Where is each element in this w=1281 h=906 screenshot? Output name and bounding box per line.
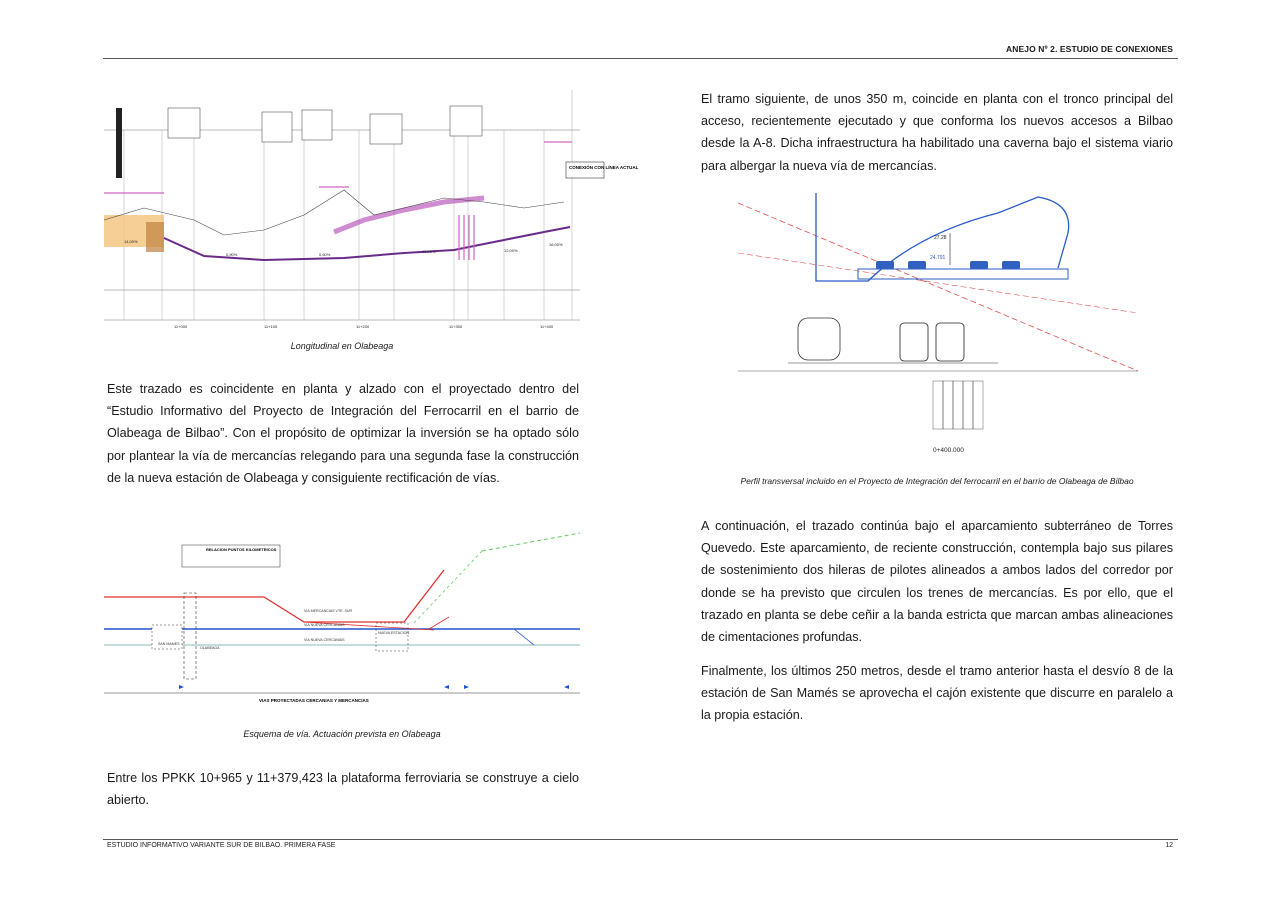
station-label: 11+100 — [264, 324, 278, 329]
dimension-label: 27.28 — [934, 235, 947, 241]
station-label: 11+200 — [356, 324, 370, 329]
figure1-caption: Longitudinal en Olabeaga — [290, 341, 394, 351]
grade-label: 0,90% — [226, 252, 238, 257]
cross-section-figure — [738, 193, 1138, 461]
grade-label: 14,00% — [124, 239, 138, 244]
station-label: 11+300 — [449, 324, 463, 329]
right-paragraph-1 — [701, 88, 1173, 177]
figure2-caption: Esquema de vía. Actuación prevista en Olabeaga — [243, 729, 441, 739]
grade-label: 15,00% — [422, 249, 436, 254]
figure3-caption: Perfil transversal incluido en el Proyecto de Integración del ferrocarril en el barrio de Olabeaga de Bilbao — [740, 476, 1134, 486]
station-label: 11+400 — [540, 324, 554, 329]
track-label-mercancias: VIA MERCANCIAS VTE. SUR — [304, 609, 353, 613]
track-label-san-mames: SAN MAMES — [158, 642, 180, 646]
schematic-title: VIAS PROYECTADAS CERCANIAS Y MERCANCIAS — [259, 698, 369, 703]
track-label-olabeaga: OLABEAGA — [200, 646, 220, 650]
paragraph-text: Este trazado es coincidente en planta y alzado con el proyectado dentro del “Estudio Informativo del Proyecto de Integración del Ferrocarril en el barrio de Olabeaga de Bilbao”. Con el propósito de optimizar la inversión se ha optado sólo por plantear la vía de mercancías relegando para una segunda fase la construcción de la nueva estación de Olabeaga y consiguiente rectificación de vías. — [107, 382, 579, 485]
dimension-label: 24.791 — [930, 255, 946, 261]
left-paragraph-2 — [107, 767, 579, 811]
footer-title: ESTUDIO INFORMATIVO VARIANTE SUR DE BILBAO. PRIMERA FASE — [107, 842, 336, 849]
station-label: 0+400.000 — [933, 447, 964, 454]
track-label-cercanias: VIA NUEVA CERCANIAS — [304, 623, 345, 627]
paragraph-text: Finalmente, los últimos 250 metros, desde el tramo anterior hasta el desvío 8 de la estación de San Mamés se aprovecha el cajón existente que discurre en paralelo a la propia estación. — [701, 664, 1173, 723]
header-rule — [103, 58, 1178, 59]
right-paragraph-3 — [701, 660, 1173, 727]
grade-label: 12,00% — [504, 248, 518, 253]
connection-label: CONEXIÓN CON LÍNEA ACTUAL — [569, 165, 639, 170]
page-header: ANEJO Nº 2. ESTUDIO DE CONEXIONES — [1006, 44, 1173, 54]
longitudinal-profile-figure — [104, 90, 639, 335]
grade-label: 0,60% — [319, 252, 331, 257]
right-paragraph-2 — [701, 515, 1173, 648]
paragraph-text: El tramo siguiente, de unos 350 m, coincide en planta con el tronco principal del acceso, recientemente ejecutado y que conforma los nuevos accesos a Bilbao desde la A-8. Dicha infraestructura ha habilitado una caverna bajo el sistema viario para albergar la nueva vía de mercancías. — [701, 92, 1173, 173]
paragraph-text: A continuación, el trazado continúa bajo el aparcamiento subterráneo de Torres Quevedo. Este aparcamiento, de reciente construcción, contempla bajo sus pilares de sostenimiento dos hileras de pilotes alineados a ambos lados del corredor por donde se ha previsto que circulen los trenes de mercancías. Es por ello, que el trazado en planta se debe ceñir a la banda estricta que marcan ambas alineaciones de cimentaciones profundas. — [701, 519, 1173, 645]
schematic-box-title: RELACION PUNTOS KILOMETRICOS — [206, 547, 277, 552]
page-number: 12 — [1165, 842, 1173, 849]
grade-label: 16,00% — [549, 242, 563, 247]
station-label: 11+000 — [174, 324, 188, 329]
track-label-estacion: NUEVA ESTACION — [378, 631, 410, 635]
footer-rule — [103, 839, 1178, 840]
track-label-cercanias: VIA NUEVA CERCANIAS — [304, 638, 345, 642]
paragraph-text: Entre los PPKK 10+965 y 11+379,423 la plataforma ferroviaria se construye a cielo abierto. — [107, 771, 579, 808]
track-schematic-figure — [104, 525, 580, 703]
left-paragraph-1 — [107, 378, 579, 489]
